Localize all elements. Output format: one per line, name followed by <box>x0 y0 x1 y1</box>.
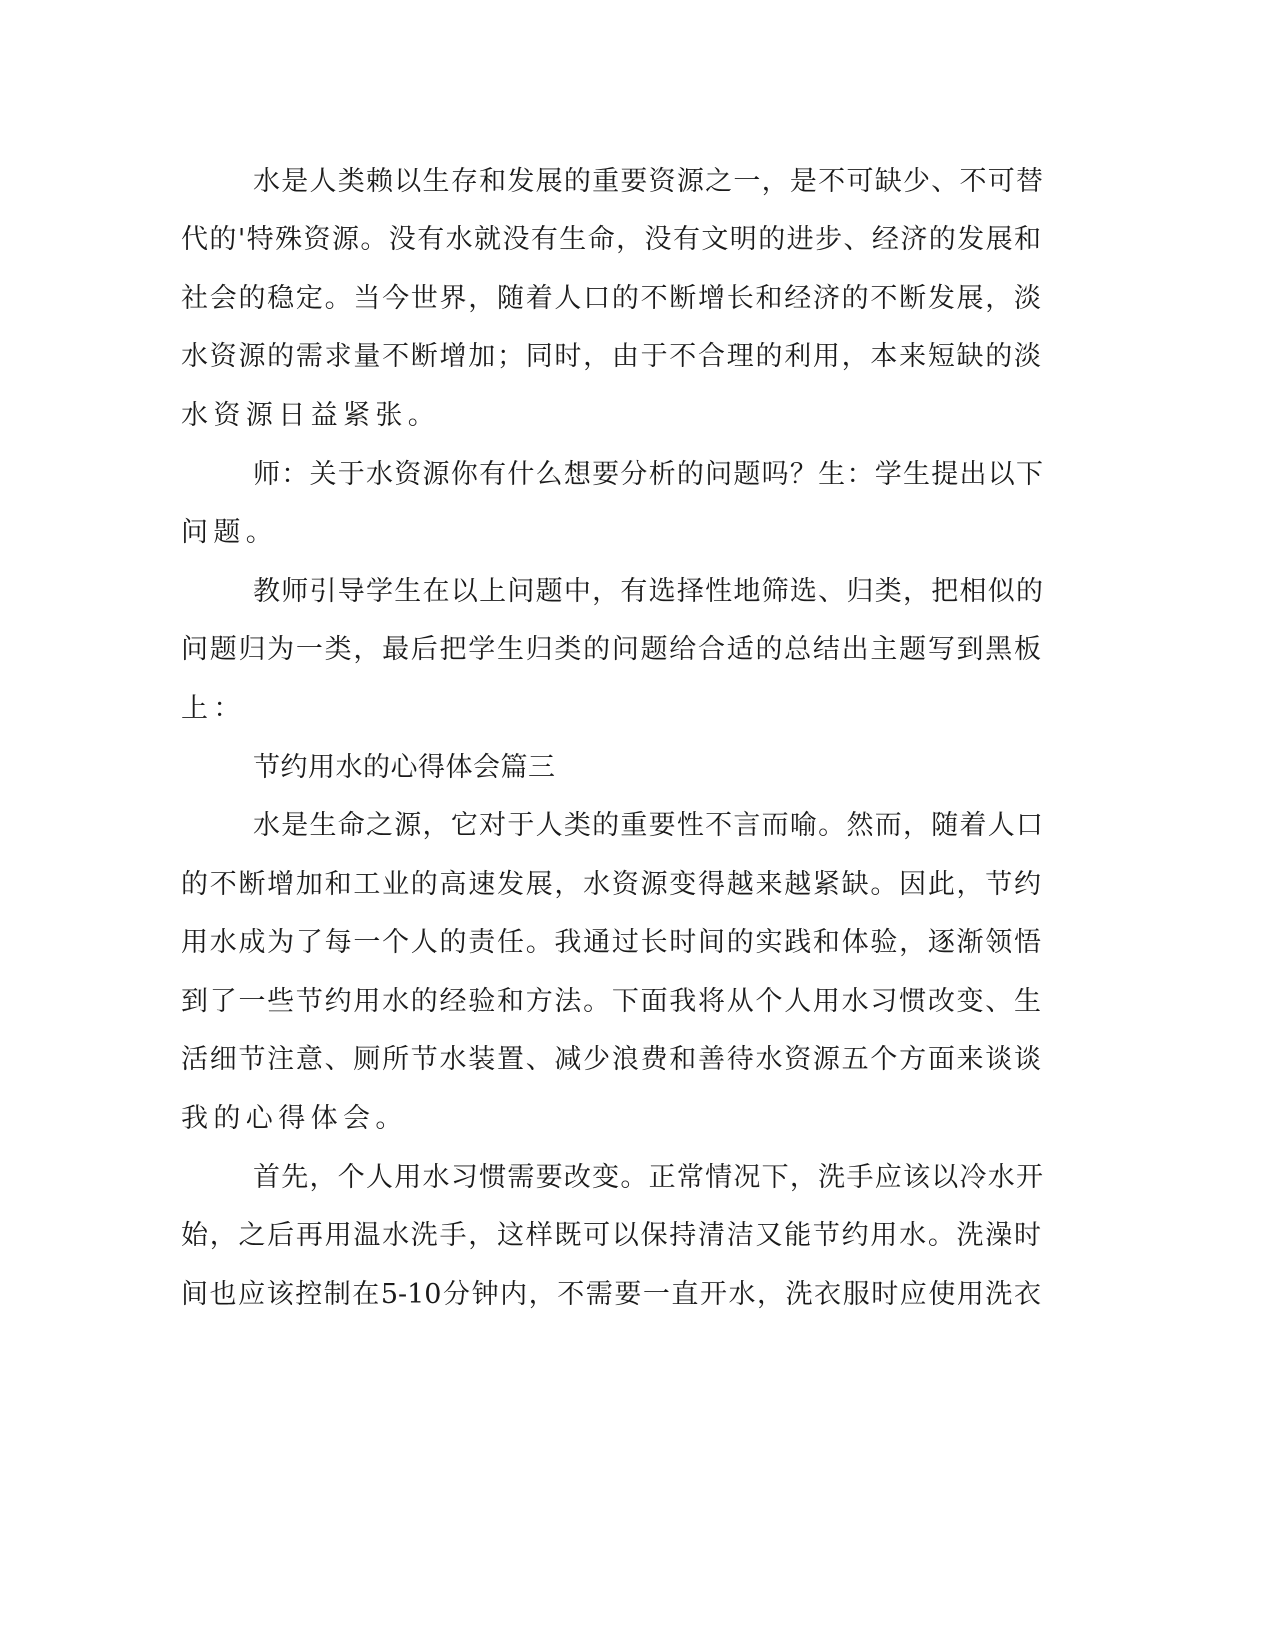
paragraph-3-line-2: 问题归为一类，最后把学生归类的问题给合适的总结出主题写到黑板 <box>181 634 1041 665</box>
paragraph-6-line-2: 始，之后再用温水洗手，这样既可以保持清洁又能节约用水。洗澡时 <box>181 1220 1041 1251</box>
paragraph-5-line-6: 我的心得体会。 <box>181 1103 408 1134</box>
paragraph-1-line-4: 水资源的需求量不断增加；同时，由于不合理的利用，本来短缺的淡 <box>181 341 1041 372</box>
paragraph-1-line-3: 社会的稳定。当今世界，随着人口的不断增长和经济的不断发展，淡 <box>181 283 1041 314</box>
paragraph-6-line-3: 间也应该控制在5-10分钟内，不需要一直开水，洗衣服时应使用洗衣 <box>181 1279 1041 1310</box>
paragraph-5-line-2: 的不断增加和工业的高速发展，水资源变得越来越紧缺。因此，节约 <box>181 869 1041 900</box>
paragraph-1-line-2: 代的'特殊资源。没有水就没有生命，没有文明的进步、经济的发展和 <box>181 224 1041 255</box>
section-heading: 节约用水的心得体会篇三 <box>253 752 556 783</box>
paragraph-5-line-1: 水是生命之源，它对于人类的重要性不言而喻。然而，随着人口 <box>253 810 1043 841</box>
paragraph-5-line-3: 用水成为了每一个人的责任。我通过长时间的实践和体验，逐渐领悟 <box>181 927 1041 958</box>
paragraph-5-line-5: 活细节注意、厕所节水装置、减少浪费和善待水资源五个方面来谈谈 <box>181 1044 1041 1075</box>
paragraph-1-line-5: 水资源日益紧张。 <box>181 400 441 431</box>
paragraph-2-line-2: 问题。 <box>181 517 279 548</box>
paragraph-3-line-3: 上： <box>181 693 246 724</box>
paragraph-6-line-1: 首先，个人用水习惯需要改变。正常情况下，洗手应该以冷水开 <box>253 1162 1043 1193</box>
paragraph-3-line-1: 教师引导学生在以上问题中，有选择性地筛选、归类，把相似的 <box>253 576 1043 607</box>
paragraph-1-line-1: 水是人类赖以生存和发展的重要资源之一，是不可缺少、不可替 <box>253 166 1043 197</box>
paragraph-5-line-4: 到了一些节约用水的经验和方法。下面我将从个人用水习惯改变、生 <box>181 986 1041 1017</box>
paragraph-2-line-1: 师：关于水资源你有什么想要分析的问题吗？生：学生提出以下 <box>253 459 1043 490</box>
